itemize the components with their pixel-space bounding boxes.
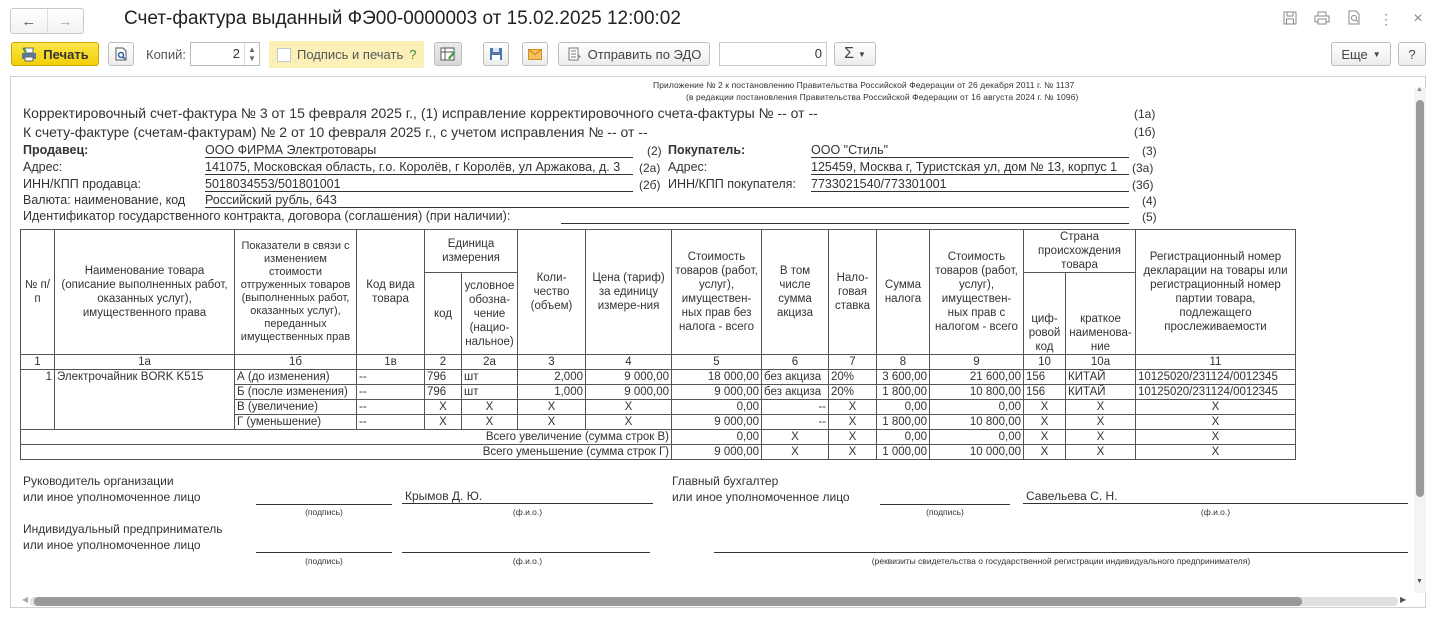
vertical-scrollbar-thumb[interactable] [1416, 100, 1424, 497]
price-cell: X [586, 415, 672, 430]
excise-cell: без акциза [762, 385, 829, 400]
ip-name-line [402, 540, 650, 553]
cost-cell: 0,00 [672, 400, 762, 415]
preview-icon[interactable] [1346, 10, 1362, 28]
ip-label-1: Индивидуальный предприниматель [23, 522, 223, 536]
country-code-cell: 156 [1024, 370, 1066, 385]
total-cell: 10 000,00 [930, 445, 1024, 460]
edo-document-icon [567, 47, 581, 61]
accountant-signature-caption: (подпись) [926, 507, 964, 517]
sign-and-print-toggle[interactable] [269, 41, 424, 68]
appendix-line-1: Приложение № 2 к постановлению Правительства Российской Федерации от 26 декабря 2011 г. № 1137 [653, 80, 1075, 90]
help-icon[interactable]: ? [409, 47, 417, 62]
window-title: Счет-фактура выданный ФЭ00-0000003 от 15.02.2025 12:00:02 [124, 8, 681, 29]
column-number: 7 [829, 355, 877, 370]
column-number: 1б [235, 355, 357, 370]
header-excise: В том числе сумма акциза [762, 230, 829, 355]
buyer-inn-value: 7733021540/773301001 [811, 177, 1129, 192]
totals-row [21, 445, 1296, 460]
preview-icon [115, 47, 127, 61]
ip-label-2: или иное уполномоченное лицо [23, 538, 201, 552]
invoice-line-2: К счету-фактуре (счетам-фактурам) № 2 от 10 февраля 2025 г., с учетом исправления № -- от -- [23, 124, 648, 140]
chevron-down-icon: ▼ [1372, 49, 1381, 59]
scroll-right-icon[interactable]: ▶ [1400, 595, 1407, 604]
excise-cell: X [762, 430, 829, 445]
save-button[interactable] [483, 42, 509, 66]
excise-cell: -- [762, 400, 829, 415]
unit-name-cell: шт [462, 370, 518, 385]
invoice-table [20, 229, 1296, 460]
unit-code-cell: 796 [425, 385, 462, 400]
kind-code-cell: -- [357, 385, 425, 400]
cost-cell: 9 000,00 [672, 385, 762, 400]
kind-code-cell: -- [357, 370, 425, 385]
save-icon[interactable] [1282, 11, 1298, 28]
code-3b: (3б) [1132, 178, 1154, 192]
column-number-row [21, 355, 1296, 370]
horizontal-scrollbar-thumb[interactable] [34, 597, 1302, 606]
scroll-up-icon[interactable]: ▲ [1416, 86, 1423, 93]
country-name-cell: КИТАЙ [1066, 370, 1136, 385]
item-name: Электрочайник BORK K515 [55, 370, 235, 430]
price-cell: X [586, 400, 672, 415]
kind-code-cell: -- [357, 415, 425, 430]
invoice-document [11, 77, 1411, 597]
tax-sum-cell: 0,00 [877, 430, 930, 445]
header-unit: Единица измерения [425, 230, 518, 273]
accountant-label-1: Главный бухгалтер [672, 474, 779, 488]
preview-button[interactable] [108, 42, 134, 66]
column-number: 8 [877, 355, 930, 370]
totals-label: Всего уменьшение (сумма строк Г) [21, 445, 672, 460]
ip-signature-caption: (подпись) [305, 556, 343, 566]
column-number: 10а [1066, 355, 1136, 370]
appendix-line-2: (в редакции постановления Правительства Российской Федерации от 16 августа 2024 г. № 1096) [686, 92, 1079, 102]
invoice-line-1: Корректировочный счет-фактура № 3 от 15 февраля 2025 г., (1) исправление корректировочного счета-фактуры № -- от -- [23, 105, 818, 121]
more-icon[interactable]: ⋮ [1379, 10, 1393, 27]
spin-up-icon[interactable]: ▲ [248, 45, 256, 54]
code-1a: (1а) [1134, 107, 1156, 121]
sum-field[interactable]: 0 [719, 42, 827, 66]
edit-button[interactable] [434, 42, 462, 66]
code-5: (5) [1142, 210, 1157, 224]
header-num: № п/п [21, 230, 55, 355]
head-label-2: или иное уполномоченное лицо [23, 490, 201, 504]
seller-inn-value: 5018034553/501801001 [205, 177, 633, 192]
code-2: (2) [647, 144, 662, 158]
ip-signature-line [256, 540, 392, 553]
table-row [21, 370, 1296, 385]
row-label: А (до изменения) [235, 370, 357, 385]
tax-rate-cell: X [829, 445, 877, 460]
tax-sum-cell: 3 600,00 [877, 370, 930, 385]
sign-and-print-label: Подпись и печать [297, 47, 404, 62]
help-button[interactable]: ? [1398, 42, 1426, 66]
header-country-code: циф-ровой код [1024, 273, 1066, 355]
reg-num-cell: X [1136, 415, 1296, 430]
accountant-label-2: или иное уполномоченное лицо [672, 490, 850, 504]
contract-value [561, 209, 1129, 224]
column-number: 9 [930, 355, 1024, 370]
price-cell: 9 000,00 [586, 385, 672, 400]
seller-value: ООО ФИРМА Электротовары [205, 143, 633, 158]
scroll-down-icon[interactable]: ▼ [1416, 578, 1423, 585]
total-cell: 10 800,00 [930, 385, 1024, 400]
country-name-cell: X [1066, 430, 1136, 445]
unit-code-cell: 796 [425, 370, 462, 385]
header-country-name: краткое наименова-ние [1066, 273, 1136, 355]
column-number: 11 [1136, 355, 1296, 370]
header-tax-sum: Сумма налога [877, 230, 930, 355]
excise-cell: -- [762, 415, 829, 430]
email-button[interactable] [522, 42, 548, 66]
unit-code-cell: X [425, 415, 462, 430]
chevron-down-icon: ▼ [857, 49, 866, 59]
qty-cell: X [518, 400, 586, 415]
header-tax-rate: Нало-говая ставка [829, 230, 877, 355]
window-actions [1282, 10, 1426, 28]
code-4: (4) [1142, 194, 1157, 208]
excise-cell: без акциза [762, 370, 829, 385]
seller-address-label: Адрес: [23, 160, 63, 174]
header-country: Страна происхождения товара [1024, 230, 1136, 273]
edit-table-icon [440, 47, 456, 61]
column-number: 1а [55, 355, 235, 370]
code-2a: (2а) [639, 161, 661, 175]
row-label: Б (после изменения) [235, 385, 357, 400]
buyer-address-label: Адрес: [668, 160, 708, 174]
tax-sum-cell: 0,00 [877, 400, 930, 415]
reg-num-cell: 10125020/231124/0012345 [1136, 385, 1296, 400]
cost-cell: 18 000,00 [672, 370, 762, 385]
head-signature-caption: (подпись) [305, 507, 343, 517]
code-1b: (1б) [1134, 125, 1156, 139]
copies-input[interactable]: 2 [232, 46, 240, 61]
buyer-inn-label: ИНН/КПП покупателя: [668, 177, 796, 191]
back-button[interactable]: ← [21, 12, 37, 30]
currency-label: Валюта: наименование, код [23, 193, 186, 207]
save-icon [489, 47, 503, 61]
column-number: 2 [425, 355, 462, 370]
tax-rate-cell: 20% [829, 370, 877, 385]
header-unit-name: условное обозна-чение (нацио-нальное) [462, 273, 518, 355]
tax-sum-cell: 1 000,00 [877, 445, 930, 460]
row-label: Г (уменьшение) [235, 415, 357, 430]
seller-address-value: 141075, Московская область, г.о. Королёв, г Королёв, ул Аржакова, д. 3 [205, 160, 633, 175]
copies-stepper[interactable] [190, 42, 260, 66]
print-button[interactable] [11, 42, 99, 66]
cost-cell: 9 000,00 [672, 445, 762, 460]
unit-code-cell: X [425, 400, 462, 415]
tax-rate-cell: 20% [829, 385, 877, 400]
header-kind-code: Код вида товара [357, 230, 425, 355]
total-cell: 21 600,00 [930, 370, 1024, 385]
tax-rate-cell: X [829, 430, 877, 445]
country-code-cell: X [1024, 415, 1066, 430]
accountant-name: Савельева С. Н. [1023, 489, 1408, 504]
country-code-cell: 156 [1024, 385, 1066, 400]
column-number: 6 [762, 355, 829, 370]
total-cell: 0,00 [930, 430, 1024, 445]
history-nav [10, 8, 84, 34]
accountant-signature-line [880, 492, 1010, 505]
send-edo-label: Отправить по ЭДО [587, 46, 702, 62]
forward-button[interactable]: → [47, 9, 84, 33]
column-number: 10 [1024, 355, 1066, 370]
header-cost-wo-tax: Стоимость товаров (работ, услуг), имуществен-ных прав без налога - всего [672, 230, 762, 355]
cost-cell: 0,00 [672, 430, 762, 445]
close-icon[interactable]: × [1413, 10, 1423, 27]
tax-sum-cell: 1 800,00 [877, 385, 930, 400]
head-name: Крымов Д. Ю. [402, 489, 653, 504]
tax-rate-cell: X [829, 415, 877, 430]
more-button[interactable] [1331, 42, 1391, 66]
currency-value: Российский рубль, 643 [205, 193, 1129, 208]
column-number: 5 [672, 355, 762, 370]
header-qty: Коли-чество (объем) [518, 230, 586, 355]
total-cell: 10 800,00 [930, 415, 1024, 430]
buyer-value: ООО "Стиль" [811, 143, 1129, 158]
tax-sum-cell: 1 800,00 [877, 415, 930, 430]
ip-fio-caption: (ф.и.о.) [512, 556, 543, 566]
country-name-cell: X [1066, 400, 1136, 415]
column-number: 1 [21, 355, 55, 370]
document-viewer [10, 76, 1426, 608]
country-name-cell: X [1066, 445, 1136, 460]
tax-rate-cell: X [829, 400, 877, 415]
country-name-cell: КИТАЙ [1066, 385, 1136, 400]
reg-num-cell: X [1136, 445, 1296, 460]
header-name: Наименование товара (описание выполненных работ, оказанных услуг), имущественного права [55, 230, 235, 355]
head-label-1: Руководитель организации [23, 474, 174, 488]
reg-num-cell: X [1136, 400, 1296, 415]
send-edo-button[interactable] [558, 42, 710, 66]
header-unit-code: код [425, 273, 462, 355]
qty-cell: 2,000 [518, 370, 586, 385]
item-number: 1 [21, 370, 55, 430]
qty-cell: X [518, 415, 586, 430]
accountant-fio-caption: (ф.и.о.) [1200, 507, 1231, 517]
column-number: 2а [462, 355, 518, 370]
column-number: 4 [586, 355, 672, 370]
header-indicators: Показатели в связи с изменением стоимости отгруженных товаров (выполненных работ, оказанных услуг), переданных имущественных прав [235, 230, 357, 355]
envelope-icon [528, 49, 542, 60]
ip-registration-caption: (реквизиты свидетельства о государственной регистрации индивидуального предпринимателя) [871, 556, 1251, 566]
reg-num-cell: 10125020/231124/0012345 [1136, 370, 1296, 385]
head-fio-caption: (ф.и.о.) [512, 507, 543, 517]
sigma-icon: Σ [844, 45, 854, 62]
totals-label: Всего увеличение (сумма строк В) [21, 430, 672, 445]
buyer-address-value: 125459, Москва г, Туристская ул, дом № 13, корпус 1 [811, 160, 1129, 175]
table-header-row [21, 230, 1296, 273]
seller-label: Продавец: [23, 143, 89, 157]
unit-name-cell: X [462, 415, 518, 430]
print-icon[interactable] [1314, 11, 1330, 28]
code-3: (3) [1142, 144, 1157, 158]
country-code-cell: X [1024, 400, 1066, 415]
spin-down-icon[interactable]: ▼ [248, 54, 256, 63]
copies-spin[interactable] [244, 43, 259, 65]
row-label: В (увеличение) [235, 400, 357, 415]
sum-button[interactable] [834, 42, 876, 66]
sign-and-print-checkbox[interactable] [277, 48, 291, 62]
header-cost-w-tax: Стоимость товаров (работ, услуг), имуществен-ных прав с налогом - всего [930, 230, 1024, 355]
total-cell: 0,00 [930, 400, 1024, 415]
excise-cell: X [762, 445, 829, 460]
column-number: 3 [518, 355, 586, 370]
more-label: Еще [1341, 46, 1368, 62]
contract-label: Идентификатор государственного контракта, договора (соглашения) (при наличии): [23, 209, 511, 223]
print-label: Печать [43, 46, 89, 62]
unit-name-cell: X [462, 400, 518, 415]
printer-icon [21, 47, 37, 62]
buyer-label: Покупатель: [668, 143, 746, 157]
totals-row [21, 430, 1296, 445]
country-code-cell: X [1024, 445, 1066, 460]
country-name-cell: X [1066, 415, 1136, 430]
head-signature-line [256, 492, 392, 505]
price-cell: 9 000,00 [586, 370, 672, 385]
qty-cell: 1,000 [518, 385, 586, 400]
unit-name-cell: шт [462, 385, 518, 400]
code-2b: (2б) [639, 178, 661, 192]
cost-cell: 9 000,00 [672, 415, 762, 430]
reg-num-cell: X [1136, 430, 1296, 445]
scroll-left-icon[interactable]: ◀ [22, 595, 29, 604]
kind-code-cell: -- [357, 400, 425, 415]
ip-registration-line [714, 540, 1408, 553]
copies-label: Копий: [146, 47, 186, 62]
country-code-cell: X [1024, 430, 1066, 445]
column-number: 1в [357, 355, 425, 370]
header-price: Цена (тариф) за единицу измере-ния [586, 230, 672, 355]
code-3a: (3а) [1132, 161, 1154, 175]
header-reg-num: Регистрационный номер декларации на товары или регистрационный номер партии товара, подлежащего прослеживаемости [1136, 230, 1296, 355]
seller-inn-label: ИНН/КПП продавца: [23, 177, 142, 191]
